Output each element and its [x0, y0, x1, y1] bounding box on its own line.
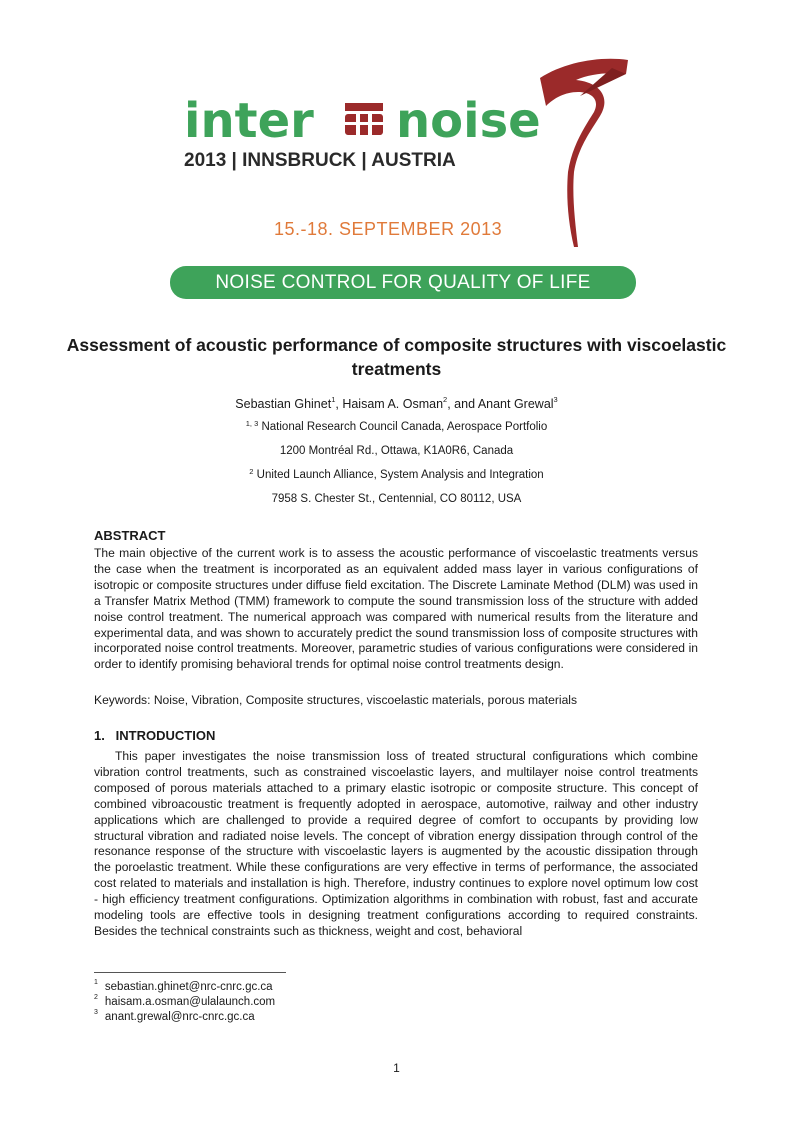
introduction-text: This paper investigates the noise transmission loss of treated structural configurations which combine vibration control treatments, such as constrained viscoelastic layers, and multilayer noise control treatments composed of porous materials attached to a primary elastic isotropic or composite structure. This concept of combined vibroacoustic treatment is frequently adopted in aerospace, automotive, railway and other industry applications which are challenged to provide a required degree of comfort to occupants by providing low structural vibration and radiated noise levels. The concept of vibration energy dissipation through control of the resonance response of the structure with viscoelastic layers is augmented by the acoustic dissipation through the poroelastic treatment. While these configurations are very effective in terms of performance, the associated cost related to materials and installation is high. Therefore, industry continues to explore novel optimum low cost - high efficiency treatment configurations. Optimization algorithms in combination with robust, fast and accurate modeling tools are effective tools in designing treatment configurations according to required constraints. Besides the technical constraints such as thickness, weight and cost, behavioral — [94, 749, 698, 938]
author-separator: , — [335, 397, 343, 411]
author-conjunction: and — [454, 397, 478, 411]
logo-word-left: inter — [184, 93, 314, 149]
conference-motto: NOISE CONTROL FOR QUALITY OF LIFE — [215, 272, 591, 293]
page-number: 1 — [393, 1061, 400, 1075]
affiliation-mark: 2 — [249, 467, 254, 476]
quill-ornament — [540, 59, 628, 247]
affiliation-address: 7958 S. Chester St., Centennial, CO 80112, USA — [271, 493, 522, 505]
paper-title: Assessment of acoustic performance of composite structures with viscoelastic treatments — [66, 335, 727, 379]
section-heading-introduction: 1. INTRODUCTION — [94, 728, 216, 743]
author-name: Haisam A. Osman — [342, 397, 444, 411]
footnote-number: 1 — [94, 979, 98, 986]
footnote-divider — [94, 972, 286, 973]
footnote-number: 2 — [94, 994, 98, 1001]
author-footnote-mark: 1 — [331, 395, 336, 404]
abstract-heading: ABSTRACT — [94, 528, 166, 543]
affiliation-line — [0, 469, 793, 481]
footnote-email: haisam.a.osman@ulalaunch.com — [104, 996, 276, 1008]
abstract-text: The main objective of the current work is to assess the acoustic performance of viscoelastic treatments versus the case when the treatment is incorporated as an equivalent added mass layer in various configurations of isotropic or composite structures under diffuse field excitation. The Discrete Laminate Method (DLM) was used in a Transfer Matrix Method (TMM) framework to compute the sound transmission loss of the structure with added noise control treatment. The numerical approach was compared with numerical results from the literature and experimental data, and was shown to accurately predict the sound transmission loss of composite structures with incorporated noise control treatments. Moreover, parametric studies of various configurations were considered in order to identify promising behavioral trends for optimal noise control treatments design. — [94, 546, 698, 672]
keywords: Keywords: Noise, Vibration, Composite structures, viscoelastic materials, porous materials — [94, 693, 578, 707]
affiliation-organization: National Research Council Canada, Aerospace Portfolio — [261, 421, 548, 433]
logo-word-right: noise — [396, 93, 541, 149]
author-name: Anant Grewal — [477, 397, 554, 411]
conference-logo — [0, 0, 793, 310]
affiliation-line — [0, 421, 793, 433]
affiliation-organization: United Launch Alliance, System Analysis and Integration — [256, 469, 544, 481]
footnote-number: 3 — [94, 1009, 98, 1016]
conference-dates: 15.-18. SEPTEMBER 2013 — [274, 219, 503, 239]
author-list — [0, 397, 793, 411]
affiliation-address: 1200 Montréal Rd., Ottawa, K1A0R6, Canada — [279, 445, 514, 457]
footnote — [94, 1011, 255, 1023]
logo-subtitle: 2013 | INNSBRUCK | AUSTRIA — [184, 150, 456, 171]
author-separator: , — [447, 397, 455, 411]
author-footnote-mark: 3 — [553, 395, 558, 404]
author-footnote-mark: 2 — [443, 395, 448, 404]
footnote — [94, 996, 275, 1008]
author-name: Sebastian Ghinet — [235, 397, 332, 411]
footnote — [94, 981, 273, 993]
emblem-icon — [345, 103, 383, 135]
affiliation-mark: 1, 3 — [245, 419, 259, 428]
footnote-email: sebastian.ghinet@nrc-cnrc.gc.ca — [104, 981, 273, 993]
footnote-email: anant.grewal@nrc-cnrc.gc.ca — [104, 1011, 255, 1023]
